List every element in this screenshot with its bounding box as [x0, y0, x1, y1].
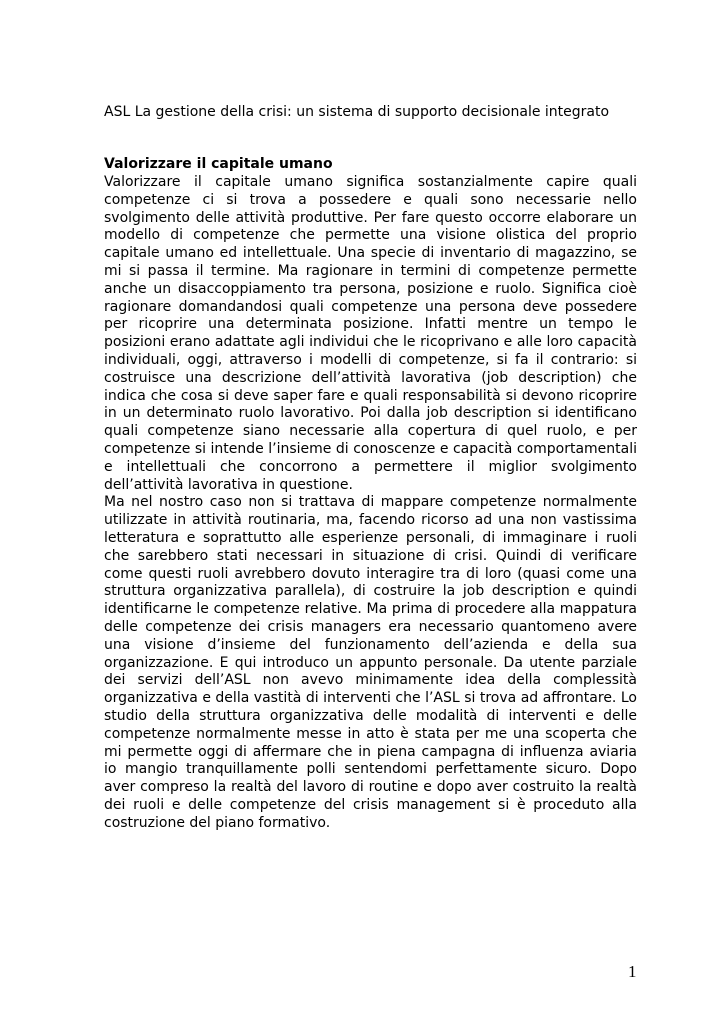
- paragraph-1: Valorizzare il capitale umano significa sostanzialmente capire quali competenze ci si trova a possedere e quali sono necessarie nello svolgimento delle attività produttive. Per fare questo occorre elaborare un modello di competenze che permette una visione olistica del proprio capitale umano ed intellettuale. Una specie di inventario di magazzino, se mi si passa il termine. Ma ragionare in termini di competenze permette anche un disaccoppiamento tra persona, posizione e ruolo. Significa cioè ragionare domandandosi quali competenze una persona deve possedere per ricoprire una determinata posizione. Infatti mentre un tempo le posizioni erano adattate agli individui che le ricoprivano e alle loro capacità individuali, oggi, attraverso i modelli di competenze, si fa il contrario: si costruisce una descrizione dell’attività lavorativa (job description) che indica che cosa si deve saper fare e quali responsabilità si devono ricoprire in un determinato ruolo lavorativo. Poi dalla job description si identificano quali competenze siano necessarie alla copertura di quel ruolo, e per competenze si intende l’insieme di conoscenze e capacità comportamentali e intellettuali che concorrono a permettere il miglior svolgimento dell’attività lavorativa in questione.: [104, 174, 637, 493]
- page-number: 1: [628, 962, 637, 981]
- body-text: [104, 174, 637, 832]
- paragraph-2: Ma nel nostro caso non si trattava di mappare competenze normalmente utilizzate in attività routinaria, ma, facendo ricorso ad una non vastissima letteratura e soprattutto alle esperienze personali, di immaginare i ruoli che sarebbero stati necessari in situazione di crisi. Quindi di verificare come questi ruoli avrebbero dovuto interagire tra di loro (quasi come una struttura organizzativa parallela), di costruire la job description e quindi identificarne le competenze relative. Ma prima di procedere alla mappatura delle competenze dei crisis managers era necessario quantomeno avere una visione d’insieme del funzionamento dell’azienda e della sua organizzazione. E qui introduco un appunto personale. Da utente parziale dei servizi dell’ASL non avevo minimamente idea della complessità organizzativa e della vastità di interventi che l’ASL si trova ad affrontare. Lo studio della struttura organizzativa delle modalità di interventi e delle competenze normalmente messe in atto è stata per me una scoperta che mi permette oggi di affermare che in piena campagna di influenza aviaria io mangio tranquillamente polli sentendomi perfettamente sicuro. Dopo aver compreso la realtà del lavoro di routine e dopo aver costruito la realtà dei ruoli e delle competenze del crisis management si è proceduto alla costruzione del piano formativo.: [104, 494, 637, 831]
- document-header: ASL La gestione della crisi: un sistema di supporto decisionale integrato: [104, 104, 610, 120]
- section-title: Valorizzare il capitale umano: [104, 156, 333, 172]
